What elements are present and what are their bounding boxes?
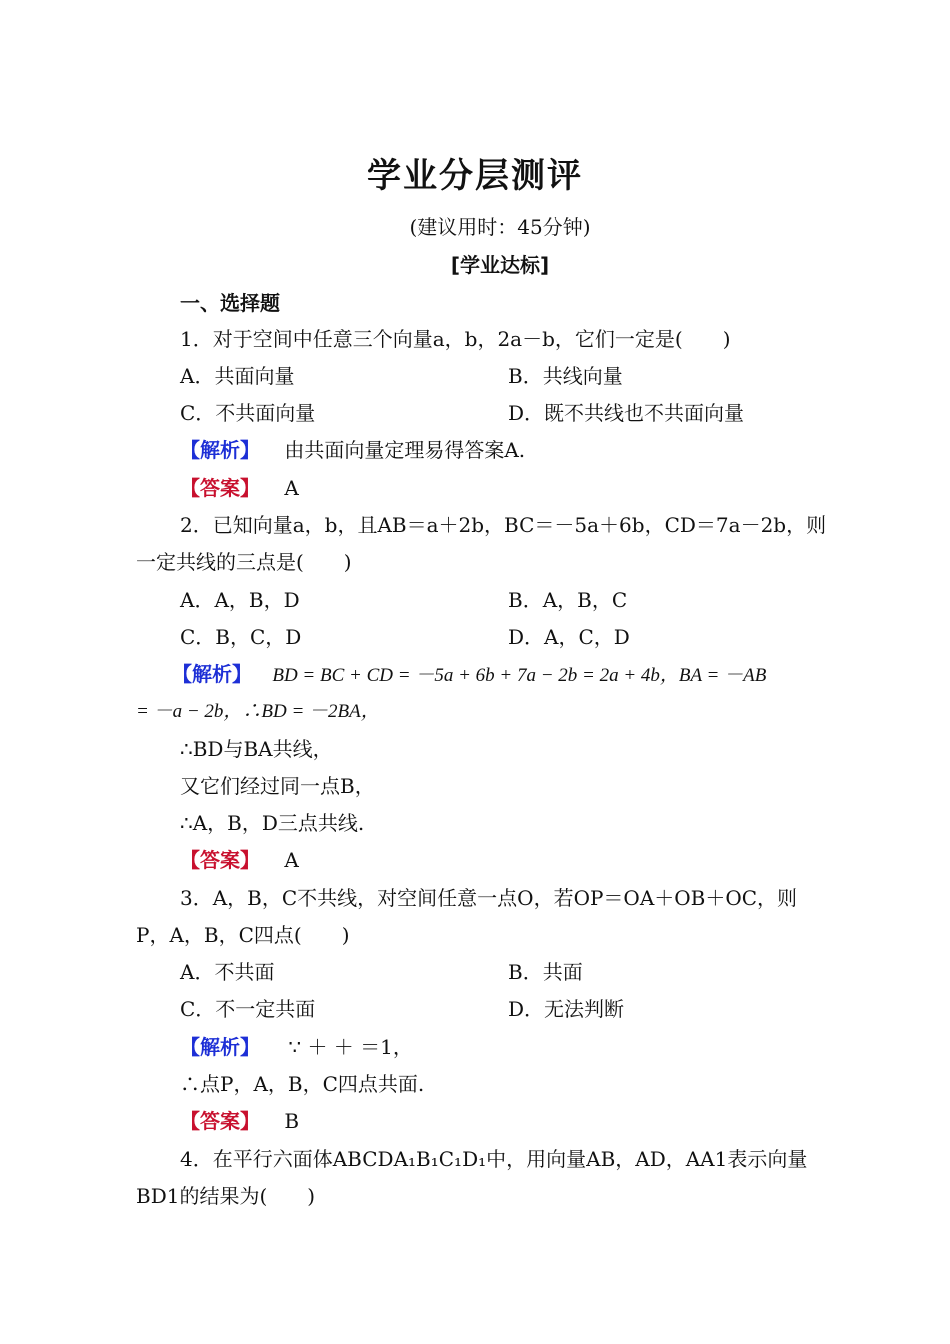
q2-analysis [172, 660, 766, 690]
section-heading: [学业达标] [450, 253, 550, 277]
q1-option-d: D．既不共线也不共面向量 [508, 401, 745, 425]
suggested-time: (建议用时：45分钟) [409, 215, 591, 239]
q2-analysis-line1: BD = BC + CD = －5a + 6b + 7a − 2b = 2a + 4b，BA = －AB [272, 665, 767, 686]
q2-stem-line1: 2．已知向量a，b，且AB＝a＋2b，BC＝－5a＋6b，CD＝7a－2b，则 [180, 513, 827, 537]
q3-analysis-line2: ∴点P，A，B，C四点共面. [180, 1072, 425, 1096]
q2-stem-line2: 一定共线的三点是( ) [136, 550, 352, 574]
q3-option-a: A．不共面 [180, 960, 275, 984]
q3-analysis [180, 1033, 413, 1061]
q1-stem: 1．对于空间中任意三个向量a，b，2a－b，它们一定是( ) [180, 327, 731, 351]
analysis-tag: 【解析】 [180, 438, 260, 462]
q1-option-c: C．不共面向量 [180, 401, 316, 425]
q2-option-a: A．A，B，D [180, 588, 300, 612]
part-heading: 一、选择题 [180, 291, 280, 315]
q1-option-b: B．共线向量 [508, 364, 623, 388]
q2-analysis-line2: = －a − 2b，∴BD = －2BA， [136, 701, 380, 722]
q2-answer-text: A [284, 848, 299, 872]
q2-analysis-line3: ∴BD与BA共线， [180, 737, 333, 761]
q1-answer-text: A [284, 476, 299, 500]
q2-option-c: C．B，C，D [180, 625, 302, 649]
q3-answer-text: B [284, 1109, 300, 1133]
q3-stem-line2: P，A，B，C四点( ) [136, 923, 350, 947]
page-title: 学业分层测评 [367, 156, 583, 196]
q3-option-d: D．无法判断 [508, 997, 625, 1021]
q1-analysis [180, 436, 525, 464]
q3-stem-line1: 3．A，B，C不共线，对空间任意一点O，若OP＝OA＋OB＋OC，则 [180, 886, 798, 910]
q2-answer [180, 846, 299, 874]
q1-option-a: A．共面向量 [180, 364, 295, 388]
q2-analysis-line4: 又它们经过同一点B， [180, 774, 375, 798]
answer-tag: 【答案】 [180, 476, 260, 500]
q3-analysis-text: ∵ ＋ ＋ ＝1， [288, 1035, 413, 1059]
analysis-tag: 【解析】 [180, 1035, 260, 1059]
q3-option-c: C．不一定共面 [180, 997, 316, 1021]
q4-stem-line2: BD1的结果为( ) [136, 1184, 316, 1208]
q3-answer [180, 1107, 299, 1135]
q4-stem-line1: 4．在平行六面体ABCDA₁B₁C₁D₁中，用向量AB，AD，AA1表示向量 [180, 1147, 808, 1171]
q1-analysis-text: 由共面向量定理易得答案A. [284, 438, 526, 462]
q2-analysis-line5: ∴A，B，D三点共线. [180, 811, 365, 835]
answer-tag: 【答案】 [180, 1109, 260, 1133]
answer-tag: 【答案】 [180, 848, 260, 872]
q3-option-b: B．共面 [508, 960, 583, 984]
q2-option-d: D．A，C，D [508, 625, 630, 649]
q1-answer [180, 474, 299, 502]
q2-option-b: B．A，B，C [508, 588, 628, 612]
analysis-tag: 【解析】 [172, 662, 252, 686]
